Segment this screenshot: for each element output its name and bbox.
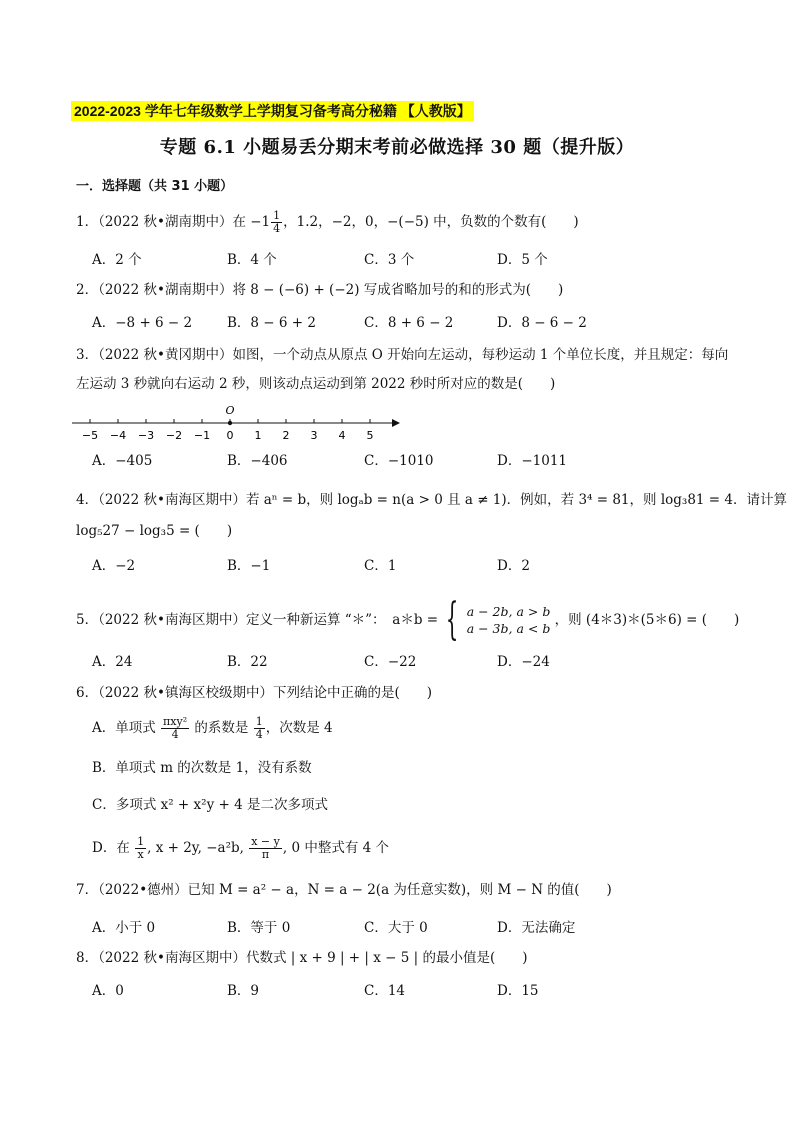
option-d: D．−24: [497, 654, 550, 670]
tick-label: −5: [81, 429, 99, 442]
fraction-denominator: π: [261, 848, 270, 861]
tick-label: −4: [109, 429, 127, 442]
option-text: A．单项式: [92, 720, 161, 736]
option-c: C．3 个: [364, 252, 415, 268]
tick-label: 4: [338, 429, 346, 442]
option-a: A．0: [92, 983, 124, 999]
fraction-denominator: 4: [255, 728, 263, 741]
question-6-option-c: C．多项式 x² + x²y + 4 是二次多项式: [92, 797, 328, 813]
option-c: C．8 + 6 − 2: [364, 315, 454, 331]
question-5-prefix: 5．（2022 秋•南海区期中）定义一种新运算 “＊”： a＊b =: [76, 612, 439, 628]
monomial-fraction: [161, 716, 189, 741]
option-c: C．−22: [364, 654, 417, 670]
question-7-options: [92, 918, 732, 938]
case-1: a − 2b, a > b: [466, 604, 551, 619]
option-b: B．22: [227, 654, 268, 670]
option-text: ，次数是 4: [265, 720, 333, 736]
question-8-stem: 8．（2022 秋•南海区期中）代数式 | x + 9 | + | x − 5 | 的最小值是( ): [76, 950, 528, 966]
fraction-numerator: x − y: [251, 835, 280, 848]
question-2-stem: 2．（2022 秋•湖南期中）将 8 − (−6) + (−2) 写成省略加号的和的形式为( ): [76, 282, 564, 298]
option-b: B．8 − 6 + 2: [227, 315, 316, 331]
option-b: B．9: [227, 983, 260, 999]
fraction-numerator: 1: [255, 715, 263, 728]
case-2: a − 3b, a < b: [466, 621, 551, 636]
fraction-numerator: 1: [137, 835, 145, 848]
question-8-options: [92, 981, 732, 1001]
option-text: , 0 中整式有 4 个: [282, 840, 389, 856]
expression-fraction-2: [249, 836, 282, 861]
tick-label: 0: [226, 429, 234, 442]
option-c: C．14: [364, 983, 406, 999]
question-1-fraction: [271, 210, 282, 235]
question-1-whole: −1: [250, 214, 271, 230]
tick-label: 2: [282, 429, 290, 442]
option-d: D．5 个: [497, 252, 548, 268]
question-3-options: [92, 451, 732, 471]
origin-dot: [228, 421, 232, 425]
question-6-option-b: B．单项式 m 的次数是 1，没有系数: [92, 760, 312, 776]
option-a: A．24: [92, 654, 133, 670]
question-3-line-2: 左运动 3 秒就向右运动 2 秒，则该动点运动到第 2022 秒时所对应的数是( ): [76, 376, 556, 392]
option-d: D．−1011: [497, 453, 567, 469]
document-title: 专题 6.1 小题易丢分期末考前必做选择 30 题（提升版）: [159, 137, 635, 158]
coefficient-fraction: [254, 716, 265, 741]
fraction-numerator: 1: [273, 209, 281, 222]
option-d: D．15: [497, 983, 539, 999]
option-a: A．−2: [92, 558, 136, 574]
option-text: D．在: [92, 840, 135, 856]
option-d: D．8 − 6 − 2: [497, 315, 587, 331]
number-line-figure: [70, 403, 400, 443]
tick-label: −3: [137, 429, 155, 442]
section-heading: 一．选择题（共 31 小题）: [76, 179, 234, 194]
number-line-arrow: [392, 419, 400, 427]
fraction-denominator: 4: [273, 222, 281, 235]
brace-symbol: {: [446, 594, 459, 645]
question-6-option-d: [92, 836, 389, 861]
piecewise-cases: [467, 603, 551, 637]
tick-label: 3: [310, 429, 318, 442]
question-4-line-1: 4．（2022 秋•南海区期中）若 aⁿ = b，则 logₐb = n(a > 0 且 a ≠ 1)．例如，若 3⁴ = 81，则 log₃81 = 4．请计算: [76, 492, 787, 508]
question-7-stem: 7．（2022•德州）已知 M = a² − a，N = a − 2(a 为任意实数)，则 M − N 的值( ): [76, 882, 612, 898]
option-c: C．大于 0: [364, 920, 428, 936]
question-4-line-2: log₅27 − log₃5 = ( ): [76, 523, 233, 539]
question-4-options: [92, 556, 732, 576]
question-5-suffix: ，则 (4＊3)＊(5＊6) = ( ): [554, 612, 740, 628]
option-text: 的系数是: [190, 720, 253, 736]
question-5-stem: [76, 594, 740, 645]
question-5-options: [92, 652, 732, 672]
header-banner: 2022-2023 学年七年级数学上学期复习备考高分秘籍 【人教版】: [71, 101, 474, 121]
option-b: B．−406: [227, 453, 288, 469]
tick-label: 1: [254, 429, 262, 442]
number-line-ticks: [82, 419, 374, 442]
option-text: , x + 2y, −a²b,: [147, 840, 249, 856]
origin-label: O: [225, 404, 235, 417]
fraction-denominator: 4: [171, 728, 179, 741]
option-a: A．2 个: [92, 252, 142, 268]
question-1-stem: [76, 210, 579, 235]
tick-label: −2: [165, 429, 183, 442]
question-2-options: [92, 313, 732, 333]
option-d: D．2: [497, 558, 530, 574]
question-1-suffix: ，1.2，−2，0，−(−5) 中，负数的个数有( ): [283, 214, 579, 230]
option-a: A．小于 0: [92, 920, 156, 936]
option-b: B．4 个: [227, 252, 277, 268]
option-c: C．−1010: [364, 453, 434, 469]
option-c: C．1: [364, 558, 397, 574]
fraction-denominator: x: [137, 848, 144, 861]
question-1-prefix: 1．（2022 秋•湖南期中）在: [76, 214, 251, 230]
option-b: B．等于 0: [227, 920, 291, 936]
option-a: A．−405: [92, 453, 153, 469]
option-d: D．无法确定: [497, 920, 576, 936]
question-6-stem: 6．（2022 秋•镇海区校级期中）下列结论中正确的是( ): [76, 685, 432, 701]
fraction-numerator: πxy²: [163, 715, 188, 728]
option-b: B．−1: [227, 558, 271, 574]
tick-label: −1: [193, 429, 211, 442]
question-3-line-1: 3．（2022 秋•黄冈期中）如图，一个动点从原点 O 开始向左运动，每秒运动 1 个单位长度，并且规定：每向: [76, 347, 729, 363]
tick-label: 5: [366, 429, 374, 442]
question-1-options: [92, 250, 732, 270]
question-6-option-a: [92, 716, 333, 741]
expression-fraction-1: [135, 836, 146, 861]
option-a: A．−8 + 6 − 2: [92, 315, 193, 331]
